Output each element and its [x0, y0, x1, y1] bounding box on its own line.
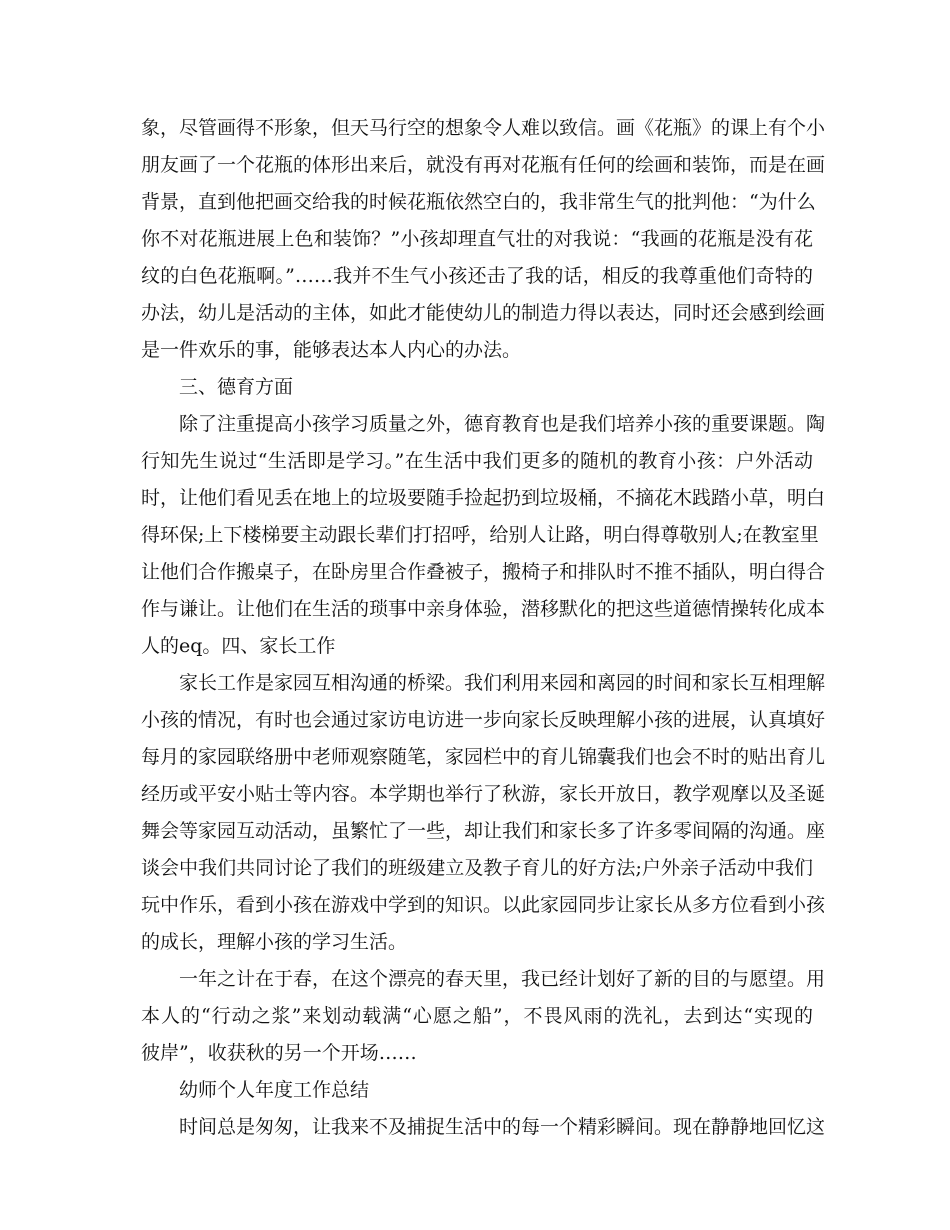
text-line: 玩中作乐，看到小孩在游戏中学到的知识。以此家园同步让家长从多方位看到小孩	[141, 894, 826, 916]
text-line: 本人的“行动之浆”来划动载满“心愿之船”，不畏风雨的洗礼，去到达“实现的	[141, 1005, 813, 1027]
text-line: 作与谦让。让他们在生活的琐事中亲身体验，潜移默化的把这些道德情操转化成本	[141, 598, 826, 620]
text-line: 每月的家园联络册中老师观察随笔，家园栏中的育儿锦囊我们也会不时的贴出育儿	[141, 746, 826, 768]
document-title: 幼师个人年度工作总结	[179, 1079, 370, 1101]
text-line: 时，让他们看见丢在地上的垃圾要随手捡起扔到垃圾桶，不摘花木践踏小草，明白	[141, 487, 826, 509]
text-line: 纹的白色花瓶啊。”……我并不生气小孩还击了我的话，相反的我尊重他们奇特的	[141, 265, 813, 287]
text-line: 得环保;上下楼梯要主动跟长辈们打招呼，给别人让路，明白得尊敬别人;在教室里	[141, 524, 819, 546]
text-line: 行知先生说过“生活即是学习。”在生活中我们更多的随机的教育小孩：户外活动	[141, 450, 813, 472]
text-line: 象，尽管画得不形象，但天马行空的想象令人难以致信。画《花瓶》的课上有个小	[141, 117, 826, 139]
text-line: 朋友画了一个花瓶的体形出来后，就没有再对花瓶有任何的绘画和装饰，而是在画	[141, 154, 826, 176]
text-line: 经历或平安小贴士等内容。本学期也举行了秋游，家长开放日，教学观摩以及圣诞	[141, 783, 826, 805]
text-line: 让他们合作搬桌子，在卧房里合作叠被子，搬椅子和排队时不推不插队，明白得合	[141, 561, 826, 583]
paragraph-first-line: 家长工作是家园互相沟通的桥梁。我们利用来园和离园的时间和家长互相理解	[179, 672, 826, 694]
text-line: 你不对花瓶进展上色和装饰？”小孩却理直气壮的对我说：“我画的花瓶是没有花	[141, 228, 813, 250]
text-line: 的成长，理解小孩的学习生活。	[141, 931, 408, 953]
text-line: 谈会中我们共同讨论了我们的班级建立及教子育儿的好方法;户外亲子活动中我们	[141, 857, 813, 879]
text-line: 背景，直到他把画交给我的时候花瓶依然空白的，我非常生气的批判他：“为什么	[141, 191, 816, 213]
text-line: 小孩的情况，有时也会通过家访电访进一步向家长反映理解小孩的进展，认真填好	[141, 709, 826, 731]
paragraph-first-line: 除了注重提高小孩学习质量之外，德育教育也是我们培养小孩的重要课题。陶	[179, 413, 826, 435]
text-line: 彼岸”，收获秋的另一个开场……	[141, 1042, 417, 1064]
paragraph-first-line: 时间总是匆匆，让我来不及捕捉生活中的每一个精彩瞬间。现在静静地回忆这	[179, 1116, 826, 1138]
text-line: 人的eq。四、家长工作	[141, 635, 336, 657]
text-line: 是一件欢乐的事，能够表达本人内心的办法。	[141, 339, 522, 361]
text-line: 办法，幼儿是活动的主体，如此才能使幼儿的制造力得以表达，同时还会感到绘画	[141, 302, 826, 324]
text-line: 舞会等家园互动活动，虽繁忙了一些，却让我们和家长多了许多零间隔的沟通。座	[141, 820, 826, 842]
section-heading: 三、德育方面	[179, 376, 294, 398]
paragraph-first-line: 一年之计在于春，在这个漂亮的春天里，我已经计划好了新的目的与愿望。用	[179, 968, 826, 990]
